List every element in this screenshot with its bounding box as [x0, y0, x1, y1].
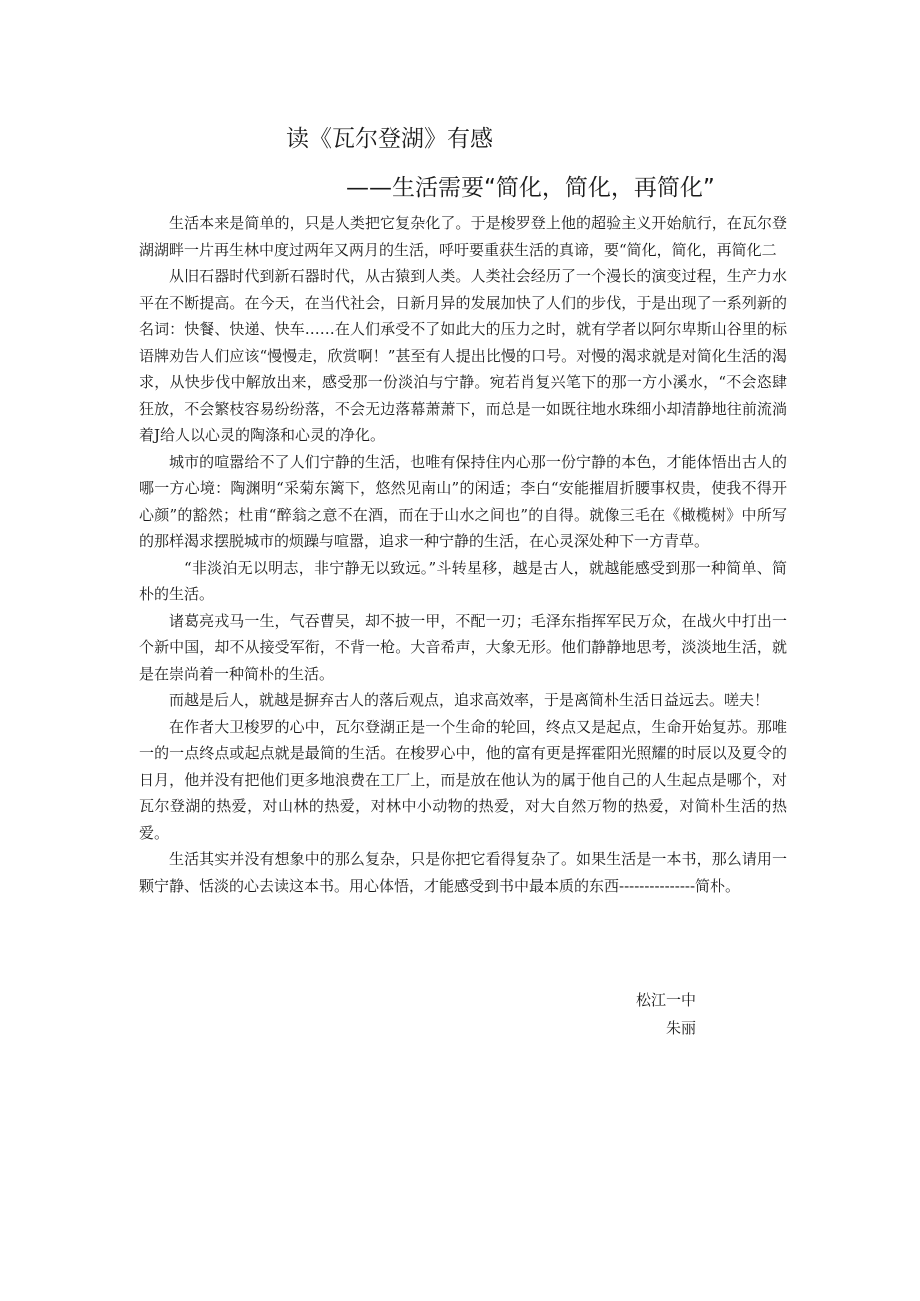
paragraph-4: “非淡泊无以明志，非宁静无以致远。”斗转星移，越是古人，就越能感受到那一种简单、简朴的生活。 — [139, 558, 787, 603]
paragraph-3: 城市的喧嚣给不了人们宁静的生活，也唯有保持住内心那一份宁静的本色，才能体悟出古人的哪一方心境：陶渊明“采菊东篱下，悠然见南山”的闲适；李白“安能摧眉折腰事权贵，使我不得开心颜”的豁然；杜甫“醉翁之意不在酒，而在于山水之间也”的自得。就像三毛在《橄榄树》中所写的那样渴求摆脱城市的烦躁与喧嚣，追求一种宁静的生活，在心灵深处种下一方青草。 — [139, 452, 787, 550]
paragraph-5: 诸葛亮戎马一生，气吞曹吴，却不披一甲，不配一刃；毛泽东指挥军民万众，在战火中打出一个新中国，却不从接受军衔，不背一枪。大音希声，大象无形。他们静静地思考，淡淡地生活，就是在崇尚着一种简朴的生活。 — [139, 611, 787, 683]
signature-author: 朱丽 — [665, 1019, 696, 1037]
paragraph-7: 在作者大卫梭罗的心中，瓦尔登湖正是一个生命的轮回，终点又是起点，生命开始复苏。那唯一的一点终点或起点就是最简的生活。在梭罗心中，他的富有更是挥霍阳光照耀的时辰以及夏令的日月，他并没有把他们更多地浪费在工厂上，而是放在他认为的属于他自己的人生起点是哪个，对瓦尔登湖的热爱，对山林的热爱，对林中小动物的热爱，对大自然万物的热爱，对简朴生活的热爱。 — [139, 717, 787, 842]
paragraph-2: 从旧石器时代到新石器时代，从古猿到人类。人类社会经历了一个漫长的演变过程，生产力水平在不断提高。在今天，在当代社会，日新月异的发展加快了人们的步伐，于是出现了一系列新的名词：快餐、快递、快车……在人们承受不了如此大的压力之时，就有学者以阿尔卑斯山谷里的标语牌劝告人们应该“慢慢走，欣赏啊！”甚至有人提出比慢的口号。对慢的渴求就是对简化生活的渴求，从快步伐中解放出来，感受那一份淡泊与宁静。宛若肖复兴笔下的那一方小溪水，“不会恣肆狂放，不会繁枝容易纷纷落，不会无边落幕萧萧下，而总是一如既往地水珠细小却清静地往前流淌着J给人以心灵的陶涤和心灵的净化。 — [139, 267, 787, 444]
paragraph-6: 而越是后人，就越是摒弃古人的落后观点，追求高效率，于是离简朴生活日益远去。嗟夫！ — [169, 691, 770, 709]
paragraph-8: 生活其实并没有想象中的那么复杂，只是你把它看得复杂了。如果生活是一本书，那么请用一颗宁静、恬淡的心去读这本书。用心体悟，才能感受到书中最本质的东西---------------简朴。 — [139, 850, 787, 895]
paragraph-1: 生活本来是简单的，只是人类把它复杂化了。于是梭罗登上他的超验主义开始航行，在瓦尔登湖湖畔一片再生林中度过两年又两月的生活，呼吁要重获生活的真谛，要“简化，简化，再简化二 — [139, 214, 787, 259]
signature-school: 松江一中 — [635, 991, 696, 1009]
essay-body — [139, 210, 787, 899]
essay-subtitle: ——生活需要“简化，简化，再简化” — [346, 175, 715, 201]
essay-title: 读《瓦尔登湖》有感 — [286, 126, 493, 152]
signature-block — [560, 986, 696, 1042]
